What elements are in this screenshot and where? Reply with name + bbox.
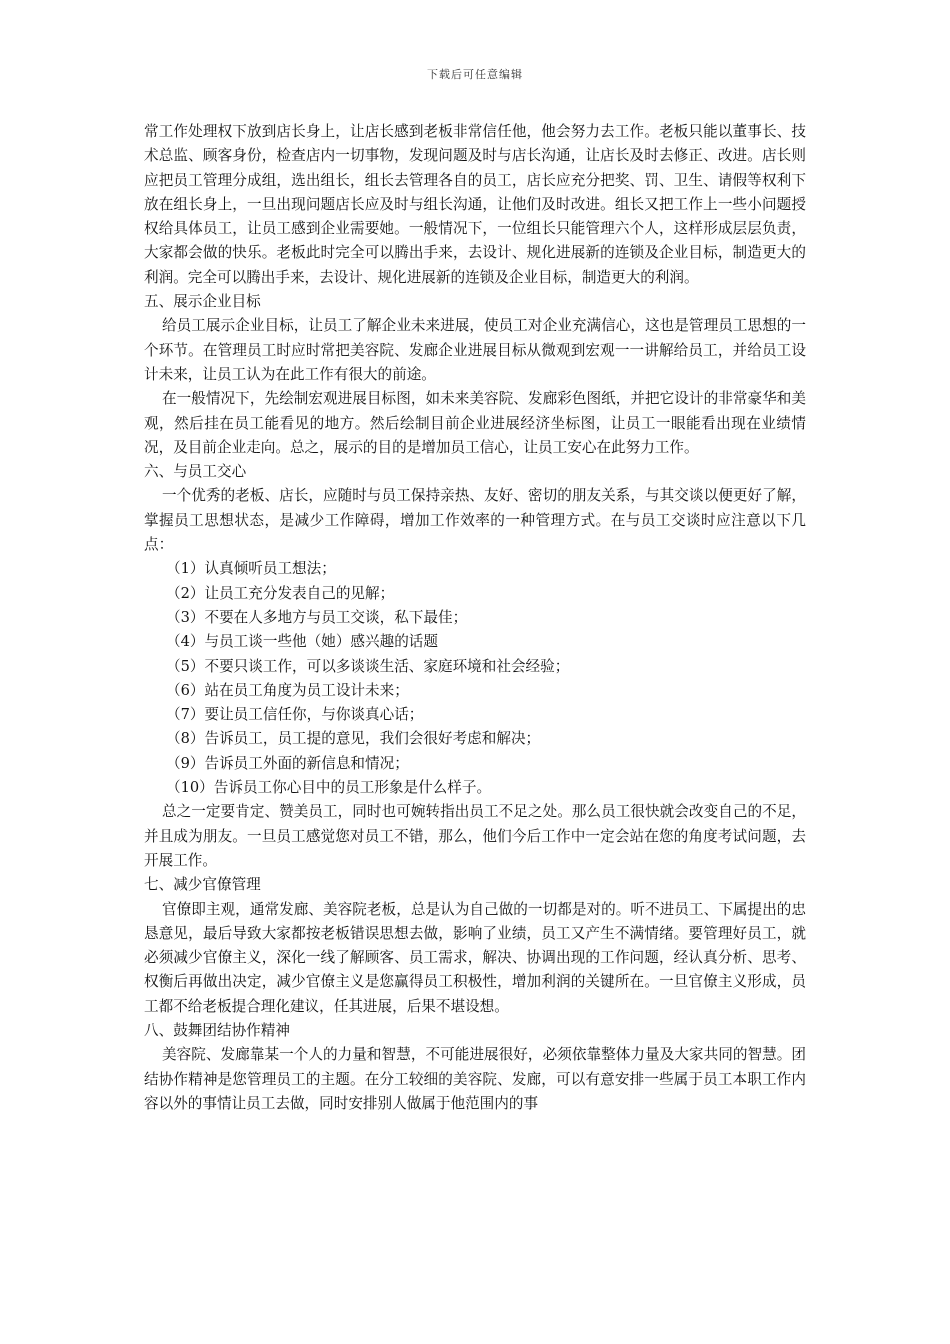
document-body [144, 120, 806, 1116]
page-header: 下载后可任意编辑 [427, 68, 523, 81]
paragraph: 在一般情况下，先绘制宏观进展目标图，如未来美容院、发廊彩色图纸，并把它设计的非常豪华和美观，然后挂在员工能看见的地方。然后绘制目前企业进展经济坐标图，让员工一眼能看出现在业绩情况，及目前企业走向。总之，展示的目的是增加员工信心，让员工安心在此努力工作。 [144, 390, 806, 456]
paragraph: 给员工展示企业目标，让员工了解企业未来进展，使员工对企业充满信心，这也是管理员工思想的一个环节。在管理员工时应时常把美容院、发廊企业进展目标从微观到宏观一一讲解给员工，并给员工设计未来，让员工认为在此工作有很大的前途。 [144, 317, 806, 383]
paragraph: 官僚即主观，通常发廊、美容院老板，总是认为自己做的一切都是对的。听不进员工、下属提出的忠恳意见，最后导致大家都按老板错误思想去做，影响了业绩，员工又产生不满情绪。要管理好员工，就必须减少官僚主义，深化一线了解顾客、员工需求，解决、协调出现的工作问题，经认真分析、思考、权衡后再做出决定，减少官僚主义是您赢得员工积极性，增加利润的关键所在。一旦官僚主义形成，员工都不给老板提合理化建议，任其进展，后果不堪设想。 [144, 900, 806, 1015]
list-item: （7）要让员工信任你，与你谈真心话； [166, 706, 424, 724]
list-item: （6）站在员工角度为员工设计未来； [166, 681, 409, 699]
list-item: （4）与员工谈一些他（她）感兴趣的话题 [166, 633, 438, 651]
paragraph: 常工作处理权下放到店长身上，让店长感到老板非常信任他，他会努力去工作。老板只能以董事长、技术总监、顾客身份，检查店内一切事物，发现问题及时与店长沟通，让店长及时去修正、改进。店长则应把员工管理分成组，选出组长，组长去管理各自的员工，店长应充分把奖、罚、卫生、请假等权利下放在组长身上，一旦出现问题店长应及时与组长沟通，让他们及时改进。组长又把工作上一些小问题授权给具体员工，让员工感到企业需要她。一般情况下，一位组长只能管理六个人，这样形成层层负责，大家都会做的快乐。老板此时完全可以腾出手来，去设计、规化进展新的连锁及企业目标，制造更大的利润。完全可以腾出手来，去设计、规化进展新的连锁及企业目标，制造更大的利润。 [144, 123, 806, 286]
list-item: （5）不要只谈工作，可以多谈谈生活、家庭环境和社会经验； [166, 657, 570, 675]
list-item: （1）认真倾听员工想法； [166, 560, 336, 578]
paragraph: 美容院、发廊靠某一个人的力量和智慧，不可能进展很好，必须依靠整体力量及大家共同的智慧。团结协作精神是您管理员工的主题。在分工较细的美容院、发廊，可以有意安排一些属于员工本职工作内容以外的事情让员工去做，同时安排别人做属于他范围内的事 [144, 1046, 806, 1112]
section-heading: 六、与员工交心 [144, 463, 247, 481]
section-heading: 八、鼓舞团结协作精神 [144, 1021, 290, 1039]
section-heading: 七、减少官僚管理 [144, 876, 261, 894]
list-item: （9）告诉员工外面的新信息和情况； [166, 754, 409, 772]
list-item: （10）告诉员工你心目中的员工形象是什么样子。 [166, 779, 492, 797]
list-item: （2）让员工充分发表自己的见解； [166, 584, 395, 602]
section-heading: 五、展示企业目标 [144, 293, 261, 311]
list-item: （8）告诉员工，员工提的意见，我们会很好考虑和解决； [166, 730, 541, 748]
paragraph: 总之一定要肯定、赞美员工，同时也可婉转指出员工不足之处。那么员工很快就会改变自己的不足，并且成为朋友。一旦员工感觉您对员工不错，那么，他们今后工作中一定会站在您的角度考试问题，去开展工作。 [144, 803, 806, 869]
list-item: （3）不要在人多地方与员工交谈，私下最佳； [166, 608, 468, 626]
paragraph: 一个优秀的老板、店长，应随时与员工保持亲热、友好、密切的朋友关系，与其交谈以便更好了解，掌握员工思想状态，是减少工作障碍，增加工作效率的一种管理方式。在与员工交谈时应注意以下几点： [144, 487, 806, 554]
